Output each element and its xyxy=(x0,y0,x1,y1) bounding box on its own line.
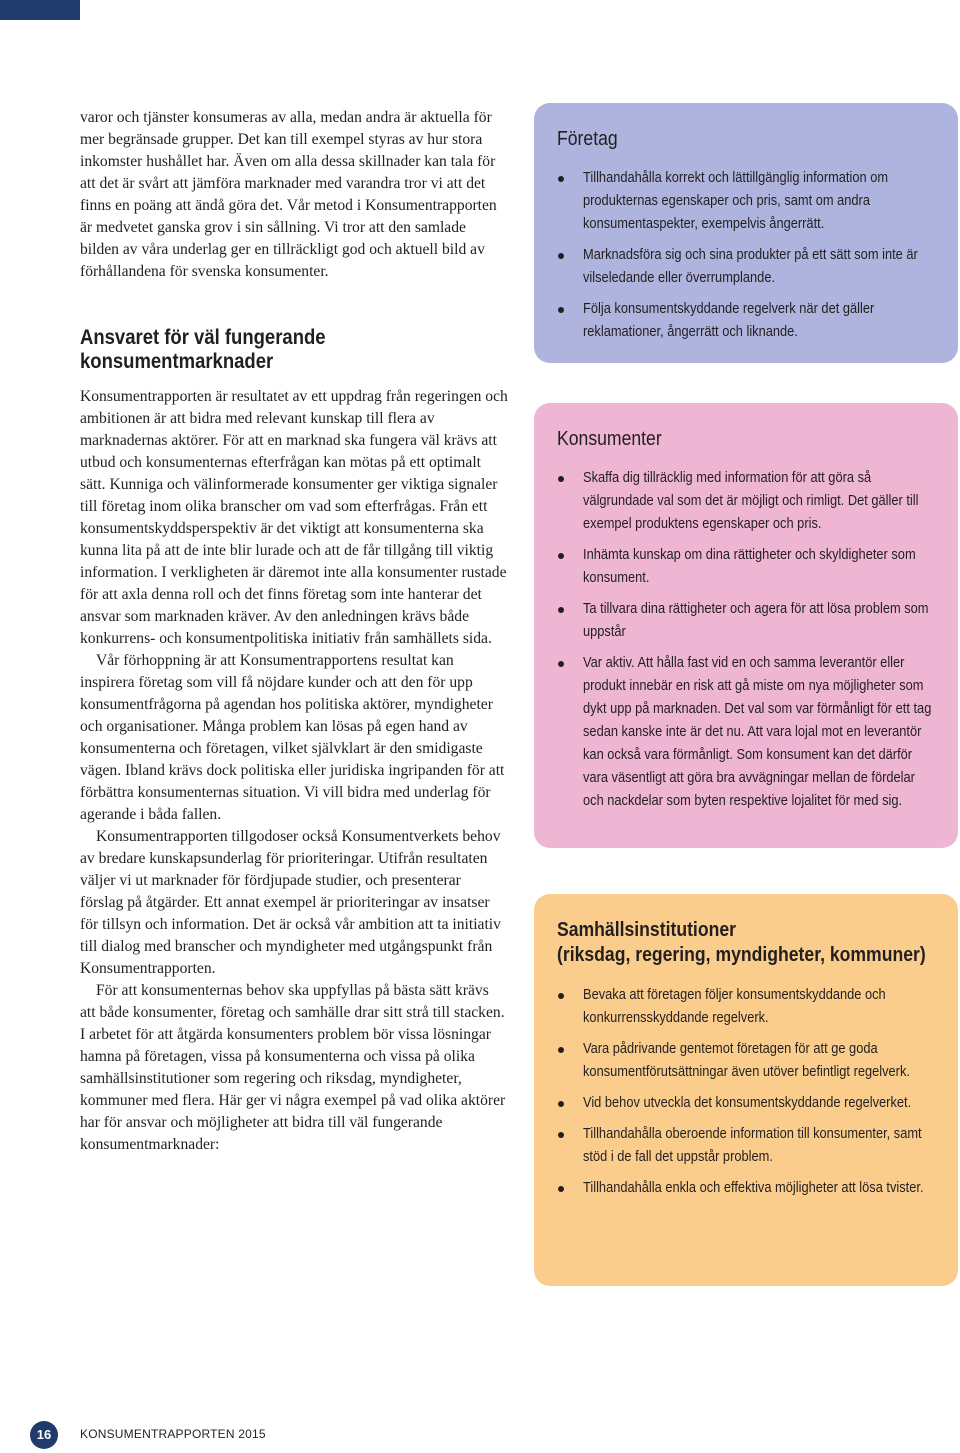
list-item: Marknadsföra sig och sina produkter på ett sätt som inte är vilseledande eller överrumplande. xyxy=(557,244,938,290)
konsumenter-list xyxy=(557,467,938,813)
konsumenter-title: Konsumenter xyxy=(557,428,662,450)
list-item: Bevaka att företagen följer konsumentskyddande och konkurrensskyddande regelverk. xyxy=(557,984,938,1030)
konsumenter-box xyxy=(534,403,958,848)
main-text-column xyxy=(80,107,508,1156)
list-item: Vid behov utveckla det konsumentskyddande regelverket. xyxy=(557,1092,938,1115)
body-paragraph-4: För att konsumenternas behov ska uppfyllas på bästa sätt krävs att både konsumenter, företag och samhälle drar sitt strå till stacken. I arbetet för att åtgärda konsumenters problem bör vissa lösningar hamna på företagen, vissa på konsumenterna och vissa på olika samhällsinstitutioner som regering och riksdag, myndigheter, kommuner med flera. Här ger vi några exempel på vad olika aktörer har för ansvar och möjligheter att bidra till väl fungerande konsumentmarknader: xyxy=(80,982,506,1153)
header-color-bar xyxy=(0,0,80,20)
samhall-list xyxy=(557,984,938,1200)
body-paragraph-1: Konsumentrapporten är resultatet av ett uppdrag från regeringen och ambitionen är att bidra med relevant kunskap till flera av marknadernas aktörer. För att en marknad ska fungera väl krävs att utbud och konsumenternas efterfrågan kan mötas på ett optimalt sätt. Kunniga och välinformerade konsumenter ger viktiga signaler till företag inom olika branscher om vad som efterfrågas. Från ett konsumentskyddsperspektiv är det viktigt att konsumenterna ska kunna lita på att de inte blir lurade och att de får tillgång till viktig information. I verkligheten är däremot inte alla konsumenter rustade för att axla denna roll och det finns företag som inte hanterar det ansvar som marknaden kräver. Av den anledningen krävs både konkurrens- och konsumentpolitiska initiativ från samhällets sida. xyxy=(80,388,508,647)
samhall-title-line-2: (riksdag, regering, myndigheter, kommuner) xyxy=(557,944,926,966)
list-item: Följa konsumentskyddande regelverk när det gäller reklamationer, ångerrätt och liknande. xyxy=(557,298,938,344)
body-paragraph-3: Konsumentrapporten tillgodoser också Konsumentverkets behov av bredare kunskapsunderlag för prioriteringar. Utifrån resultaten väljer vi ut marknader för fördjupade studier, och presenterar förslag på åtgärder. Ett annat exempel är prioriteringar av insatser för tillsyn och information. Det är också vår ambition att ta initiativ till dialog med branscher och myndigheter med utgångspunkt från Konsumentrapporten. xyxy=(80,828,501,977)
page-number: 16 xyxy=(30,1421,58,1449)
list-item: Inhämta kunskap om dina rättigheter och skyldigheter som konsument. xyxy=(557,544,938,590)
samhall-title-line-1: Samhällsinstitutioner xyxy=(557,919,736,941)
publication-name: KONSUMENTRAPPORTEN 2015 xyxy=(80,1427,266,1441)
foretag-list xyxy=(557,167,938,344)
list-item: Tillhandahålla korrekt och lättillgänglig information om produkternas egenskaper och pris, samt om andra konsumentaspekter, exempelvis ångerrätt. xyxy=(557,167,938,236)
body-paragraph-2: Vår förhoppning är att Konsumentrapportens resultat kan inspirera företag som vill få nöjdare kunder och att den för upp konsumentfrågorna på agendan hos politiska aktörer, myndigheter och organisationer. Många problem kan lösas på egen hand av konsumenterna och företagen, vilket självklart är den smidigaste vägen. Ibland krävs dock politiska eller juridiska ingripanden för att förbättra konsumenternas situation. Vi vill bidra med underlag för agerande i båda fallen. xyxy=(80,652,505,823)
list-item: Ta tillvara dina rättigheter och agera för att lösa problem som uppstår xyxy=(557,598,938,644)
list-item: Tillhandahålla enkla och effektiva möjligheter att lösa tvister. xyxy=(557,1177,938,1200)
samhallsinstitutioner-box xyxy=(534,894,958,1286)
foretag-title: Företag xyxy=(557,128,618,150)
list-item: Tillhandahålla oberoende information till konsumenter, samt stöd i de fall det uppstår problem. xyxy=(557,1123,938,1169)
list-item: Skaffa dig tillräcklig med information för att göra så välgrundade val som det är möjligt och rimligt. Det gäller till exempel produktens egenskaper och pris. xyxy=(557,467,938,536)
samhallsinstitutioner-title xyxy=(557,918,939,968)
list-item: Var aktiv. Att hålla fast vid en och samma leverantör eller produkt innebär en risk att gå miste om nya möjligheter som dykt upp på marknaden. Det val som var förmånligt för ett tag sedan kanske inte är det nu. Att vara lojal mot en leverantör kan också vara förmånligt. Som konsument kan det därför vara väsentligt att göra bra avvägningar mellan de fördelar och nackdelar som byten respektive lojalitet för med sig. xyxy=(557,652,938,813)
intro-paragraph: varor och tjänster konsumeras av alla, medan andra är aktuella för mer begränsade grupper. Det kan till exempel styras av hur stora inkomster hushållet har. Även om alla dessa skillnader kan tala för att det är svårt att jämföra marknader med varandra tror vi att det finns en poäng att ändå göra det. Vår metod i Konsumentrapporten är medvetet ganska grov i sin sållning. Vi tror att den samlade bilden av våra underlag ger en tillräckligt god och aktuell bild av förhållandena för svenska konsumenter. xyxy=(80,109,497,280)
section-heading: Ansvaret för väl fungerande konsumentmarknader xyxy=(80,325,326,373)
list-item: Vara pådrivande gentemot företagen för att ge goda konsumentförutsättningar även utöver befintligt regelverk. xyxy=(557,1038,938,1084)
foretag-box xyxy=(534,103,958,363)
